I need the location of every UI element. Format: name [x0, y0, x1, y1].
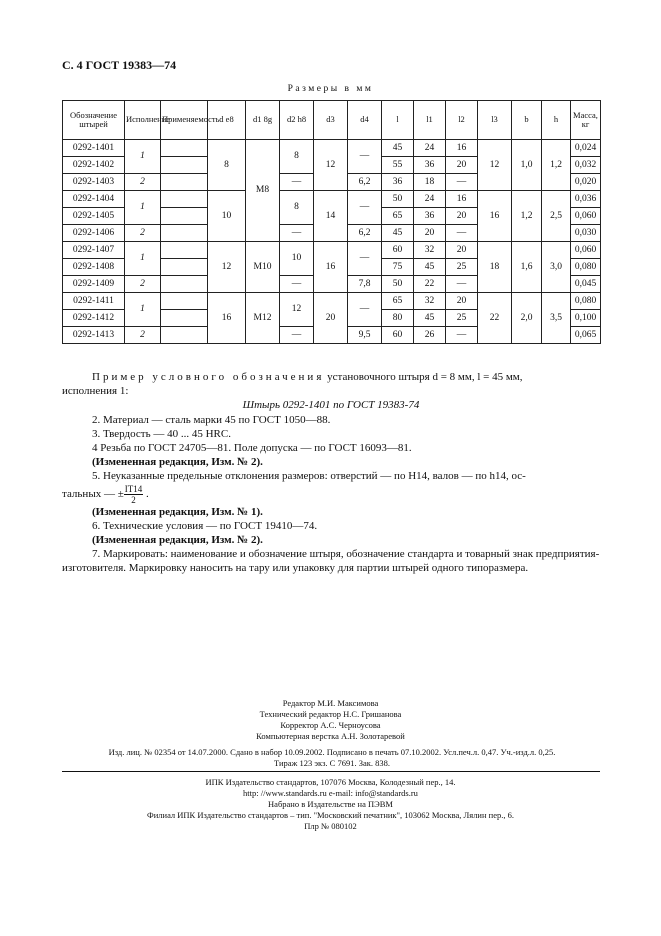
cell-l1: 24 [414, 140, 446, 157]
cell-d1: M12 [246, 293, 280, 344]
cell-applicability [161, 157, 208, 174]
cell-l2: 25 [446, 259, 478, 276]
cell-l: 50 [382, 191, 414, 208]
fraction-denominator: 2 [131, 494, 136, 505]
cell-d1: M8 [246, 140, 280, 242]
table-row [63, 293, 601, 310]
cell-d3: 16 [314, 242, 348, 293]
cell-applicability [161, 293, 208, 310]
col-header: d3 [314, 101, 348, 140]
item-5: 5. Неуказанные предельные отклонения размеров: отверстий — по H14, валов — по h14, ос- [92, 470, 526, 483]
cell-mass: 0,060 [571, 208, 601, 225]
cell-l3: 22 [478, 293, 512, 344]
cell-l2: 20 [446, 208, 478, 225]
cell-applicability [161, 327, 208, 344]
col-header: d e8 [208, 101, 246, 140]
cell-code: 0292-1406 [63, 225, 125, 242]
cell-variant: 1 [125, 242, 161, 276]
cell-mass: 0,024 [571, 140, 601, 157]
cell-applicability [161, 140, 208, 157]
cell-l2: 16 [446, 140, 478, 157]
cell-l: 80 [382, 310, 414, 327]
cell-code: 0292-1408 [63, 259, 125, 276]
item-5-cont-text: тальных — ± [62, 487, 124, 500]
cell-d4: 9,5 [348, 327, 382, 344]
item-5-cont [62, 484, 600, 505]
cell-l2: — [446, 225, 478, 242]
item-6: 6. Технические условия — по ГОСТ 19410—74. [92, 519, 318, 532]
cell-mass: 0,030 [571, 225, 601, 242]
col-header: Масса, кг [571, 101, 601, 140]
cell-h: 3,0 [542, 242, 571, 293]
cell-l3: 18 [478, 242, 512, 293]
cell-d: 16 [208, 293, 246, 344]
cell-applicability [161, 225, 208, 242]
revision-note-text: (Измененная редакция, Изм. № 1). [92, 505, 263, 518]
cell-l1: 20 [414, 225, 446, 242]
cell-mass: 0,045 [571, 276, 601, 293]
cell-l1: 45 [414, 310, 446, 327]
cell-d2: 10 [280, 242, 314, 276]
cell-mass: 0,065 [571, 327, 601, 344]
cell-applicability [161, 242, 208, 259]
cell-d4: — [348, 191, 382, 225]
table-body [63, 140, 601, 344]
pubinfo-line: Тираж 123 экз. С 7691. Зак. 838. [273, 758, 391, 768]
cell-code: 0292-1405 [63, 208, 125, 225]
cell-variant: 1 [125, 293, 161, 327]
cell-l: 65 [382, 208, 414, 225]
cell-l2: 20 [446, 293, 478, 310]
cell-variant: 2 [125, 174, 161, 191]
cell-d3: 12 [314, 140, 348, 191]
col-header: h [542, 101, 571, 140]
cell-mass: 0,060 [571, 242, 601, 259]
cell-applicability [161, 276, 208, 293]
col-header: l2 [446, 101, 478, 140]
cell-l2: 25 [446, 310, 478, 327]
cell-l1: 36 [414, 157, 446, 174]
cell-l2: 16 [446, 191, 478, 208]
cell-l: 75 [382, 259, 414, 276]
revision-note [62, 455, 600, 469]
cell-l1: 18 [414, 174, 446, 191]
table-header-row [63, 101, 601, 140]
footer-line: http: //www.standards.ru e-mail: info@standards.ru [243, 788, 418, 798]
footer-line: Плр № 080102 [304, 821, 357, 831]
cell-d: 10 [208, 191, 246, 242]
col-header: b [512, 101, 542, 140]
cell-d2: 12 [280, 293, 314, 327]
credit-line: Корректор А.С. Черноусова [280, 720, 381, 730]
cell-d4: 7,8 [348, 276, 382, 293]
cell-l: 65 [382, 293, 414, 310]
cell-mass: 0,032 [571, 157, 601, 174]
dimensions-table [62, 100, 601, 344]
cell-d3: 14 [314, 191, 348, 242]
cell-l: 45 [382, 140, 414, 157]
cell-l2: — [446, 327, 478, 344]
cell-l2: — [446, 276, 478, 293]
cell-l3: 12 [478, 140, 512, 191]
cell-d1: M10 [246, 242, 280, 293]
cell-b: 1,2 [512, 191, 542, 242]
col-header: d2 h8 [280, 101, 314, 140]
cell-mass: 0,080 [571, 293, 601, 310]
cell-l: 60 [382, 242, 414, 259]
item-4: 4 Резьба по ГОСТ 24705—81. Поле допуска — по ГОСТ 16093—81. [92, 442, 412, 455]
cell-code: 0292-1403 [63, 174, 125, 191]
cell-l1: 32 [414, 242, 446, 259]
cell-l: 50 [382, 276, 414, 293]
publication-info [62, 747, 602, 769]
cell-applicability [161, 208, 208, 225]
cell-h: 2,5 [542, 191, 571, 242]
cell-applicability [161, 191, 208, 208]
example-text: установочного штыря d = 8 мм, l = 45 мм, [327, 371, 523, 383]
col-header: d4 [348, 101, 382, 140]
item-2: 2. Материал — сталь марки 45 по ГОСТ 1050—88. [92, 413, 331, 426]
cell-l2: 20 [446, 242, 478, 259]
table-row [63, 191, 601, 208]
cell-d4: 6,2 [348, 225, 382, 242]
cell-l1: 45 [414, 259, 446, 276]
col-header: Применяемость [161, 101, 208, 140]
cell-variant: 1 [125, 191, 161, 225]
cell-l: 36 [382, 174, 414, 191]
item-7: 7. Маркировать: наименование и обозначение штыря, обозначение стандарта и товарный знак предприятия-изготовителя. Маркировку наносить на тару или упаковку для партии штырей одного типоразмера. [62, 548, 600, 575]
col-header: l3 [478, 101, 512, 140]
footer-line: ИПК Издательство стандартов, 107076 Москва, Колодезный пер., 14. [205, 777, 456, 787]
cell-d2: 8 [280, 140, 314, 174]
cell-code: 0292-1402 [63, 157, 125, 174]
cell-mass: 0,100 [571, 310, 601, 327]
cell-d2: — [280, 225, 314, 242]
cell-mass: 0,036 [571, 191, 601, 208]
cell-h: 3,5 [542, 293, 571, 344]
cell-l: 55 [382, 157, 414, 174]
pubinfo-line: Изд. лиц. № 02354 от 14.07.2000. Сдано в набор 10.09.2002. Подписано в печать 07.10.2002. Усл.печ.л. 0,47. Уч.-изд.л. 0,25. [108, 747, 556, 757]
cell-d2: — [280, 276, 314, 293]
cell-d2: — [280, 327, 314, 344]
revision-note-text: (Измененная редакция, Изм. № 2). [92, 534, 263, 547]
col-header: Обозначение штырей [63, 101, 125, 140]
divider [62, 771, 600, 772]
cell-variant: 2 [125, 327, 161, 344]
editorial-credits [0, 698, 661, 742]
cell-code: 0292-1413 [63, 327, 125, 344]
cell-b: 1,6 [512, 242, 542, 293]
cell-d: 8 [208, 140, 246, 191]
cell-mass: 0,080 [571, 259, 601, 276]
table-caption: Размеры в мм [287, 84, 374, 94]
cell-l1: 26 [414, 327, 446, 344]
cell-l1: 36 [414, 208, 446, 225]
footer-line: Набрано в Издательстве на ПЭВМ [268, 799, 393, 809]
cell-d: 12 [208, 242, 246, 293]
body-text [62, 370, 600, 576]
cell-applicability [161, 259, 208, 276]
cell-code: 0292-1409 [63, 276, 125, 293]
cell-l1: 24 [414, 191, 446, 208]
cell-d4: 6,2 [348, 174, 382, 191]
cell-l1: 22 [414, 276, 446, 293]
revision-note [62, 505, 600, 519]
cell-l: 60 [382, 327, 414, 344]
cell-d4: — [348, 293, 382, 327]
cell-code: 0292-1412 [63, 310, 125, 327]
cell-variant: 2 [125, 276, 161, 293]
cell-l1: 32 [414, 293, 446, 310]
footer-line: Филиал ИПК Издательство стандартов – тип. "Московский печатник", 103062 Москва, Лялин пер., 6. [147, 810, 514, 820]
col-header: l [382, 101, 414, 140]
cell-applicability [161, 310, 208, 327]
cell-d2: — [280, 174, 314, 191]
cell-mass: 0,020 [571, 174, 601, 191]
cell-l3: 16 [478, 191, 512, 242]
cell-code: 0292-1401 [63, 140, 125, 157]
cell-variant: 2 [125, 225, 161, 242]
col-header: l1 [414, 101, 446, 140]
cell-b: 1,0 [512, 140, 542, 191]
cell-code: 0292-1411 [63, 293, 125, 310]
example-paragraph [62, 370, 600, 384]
designation-example: Штырь 0292-1401 по ГОСТ 19383-74 [242, 399, 420, 412]
table-row [63, 140, 601, 157]
cell-code: 0292-1407 [63, 242, 125, 259]
revision-note-text: (Измененная редакция, Изм. № 2). [92, 456, 263, 469]
cell-b: 2,0 [512, 293, 542, 344]
fraction-numerator: IT14 [124, 483, 143, 494]
cell-d2: 8 [280, 191, 314, 225]
credit-line: Компьютерная верстка А.Н. Золотаревой [256, 731, 405, 741]
item-3: 3. Твердость — 40 ... 45 HRC. [92, 427, 231, 440]
fraction [124, 484, 144, 505]
item-5-end: . [146, 487, 149, 500]
page-header: С. 4 ГОСТ 19383—74 [62, 58, 177, 72]
cell-l2: — [446, 174, 478, 191]
cell-l2: 20 [446, 157, 478, 174]
example-line2: исполнения 1: [62, 385, 129, 398]
revision-note [62, 533, 600, 547]
publisher-footer [0, 777, 661, 832]
credit-line: Технический редактор Н.С. Гришанова [259, 709, 402, 719]
cell-applicability [161, 174, 208, 191]
cell-h: 1,2 [542, 140, 571, 191]
credit-line: Редактор М.И. Максимова [282, 698, 379, 708]
cell-d4: — [348, 140, 382, 174]
example-label: Пример условного обозначения [92, 371, 325, 383]
cell-d4: — [348, 242, 382, 276]
col-header: d1 8g [246, 101, 280, 140]
cell-l: 45 [382, 225, 414, 242]
col-header: Исполнение [125, 101, 161, 140]
cell-code: 0292-1404 [63, 191, 125, 208]
cell-variant: 1 [125, 140, 161, 174]
table-row [63, 242, 601, 259]
cell-d3: 20 [314, 293, 348, 344]
